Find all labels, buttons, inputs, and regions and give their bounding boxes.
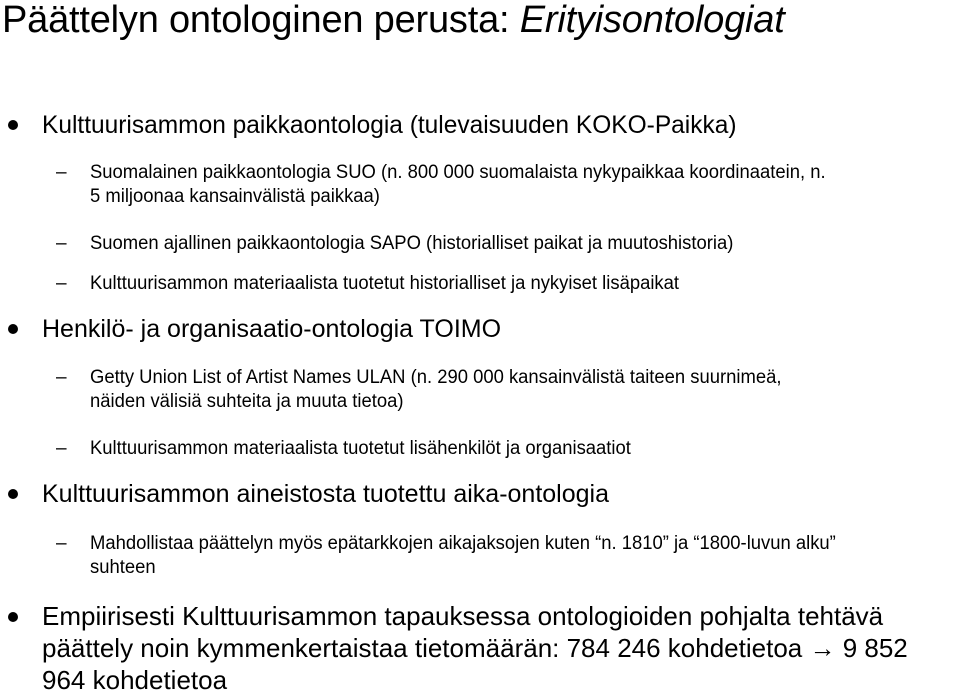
sub-bullet-text: Kulttuurisammon materiaalista tuotetut lisähenkilöt ja organisaatiot (90, 438, 631, 459)
sub-bullet-dash: – (56, 367, 67, 388)
bullet-dot (8, 324, 18, 334)
bullet-dot (8, 120, 18, 130)
sub-bullet-text: Kulttuurisammon materiaalista tuotetut historialliset ja nykyiset lisäpaikat (90, 273, 680, 294)
bullet-text: Henkilö- ja organisaatio-ontologia TOIMO (42, 315, 502, 343)
sub-bullet-text: Mahdollistaa päättelyn myös epätarkkojen aikajaksojen kuten “n. 1810” ja “1800-luvun alku” suhteen (90, 533, 836, 578)
sub-bullet-dash: – (56, 233, 67, 254)
bullet-text: Kulttuurisammon paikkaontologia (tulevaisuuden KOKO-Paikka) (42, 111, 737, 139)
bullet-dot (8, 612, 18, 622)
sub-bullet-text: Suomen ajallinen paikkaontologia SAPO (historialliset paikat ja muutoshistoria) (90, 233, 734, 254)
title-prefix: Päättelyn ontologinen perusta: (2, 0, 520, 41)
bullet-text: Kulttuurisammon aineistosta tuotettu aika-ontologia (42, 480, 609, 508)
sub-bullet-dash: – (56, 162, 67, 183)
sub-bullet-dash: – (56, 273, 67, 294)
sub-bullet-text: Suomalainen paikkaontologia SUO (n. 800 000 suomalaista nykypaikkaa koordinaatein, n. 5 miljoonaa kansainvälistä paikkaa) (90, 162, 826, 207)
title-emphasis: Erityisontologiat (519, 0, 785, 41)
bullet-text: Empiirisesti Kulttuurisammon tapauksessa ontologioiden pohjalta tehtävä päättely noin kymmenkertaistaa tietomäärän: 784 246 kohdetietoa → 9 852 964 kohdetietoa (42, 601, 908, 695)
bullet-dot (8, 489, 18, 499)
sub-bullet-dash: – (56, 438, 67, 459)
sub-bullet-dash: – (56, 533, 67, 554)
slide-title (2, 0, 785, 44)
sub-bullet-text: Getty Union List of Artist Names ULAN (n. 290 000 kansainvälistä taiteen suurnimeä, näiden välisiä suhteita ja muuta tietoa) (90, 367, 782, 412)
